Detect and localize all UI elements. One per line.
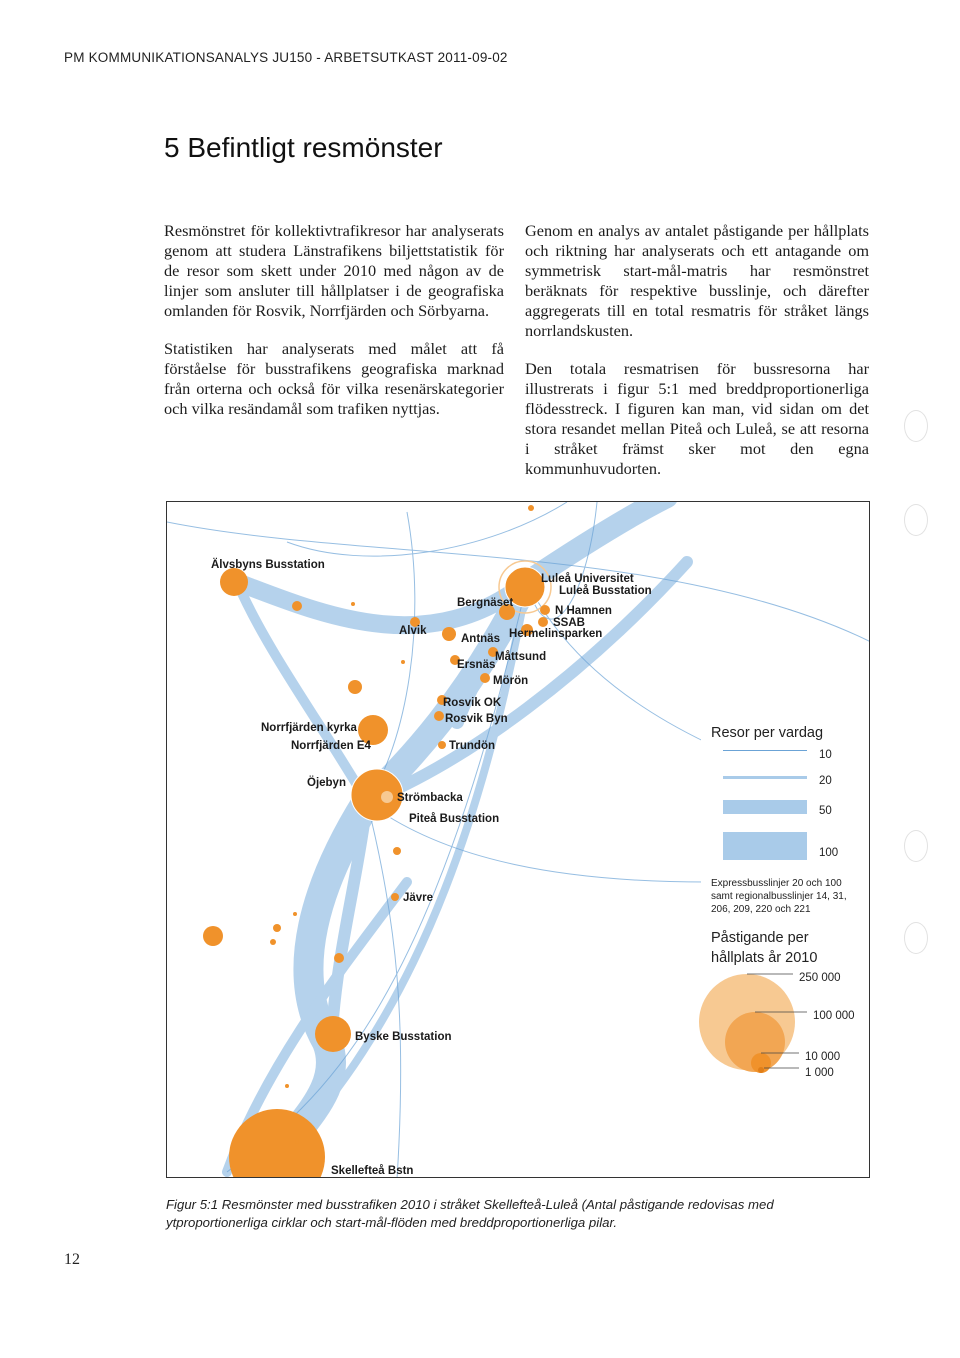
label-norrfjarden-kyrka: Norrfjärden kyrka [261,722,357,734]
label-lulea-univ: Luleå Universitet [541,573,634,585]
flow-lulea-east [527,502,667,582]
stop-n-hamnen [540,605,550,615]
stop-antnas [442,627,456,641]
legend-circle-title-2: hållplats år 2010 [711,950,818,966]
label-moron: Mörön [493,675,529,687]
stop-ssab [538,617,548,627]
label-pitea-bus: Piteå Busstation [409,813,500,825]
label-byske: Byske Busstation [355,1031,452,1043]
legend-flow-20 [723,776,807,779]
label-trundon: Trundön [449,740,495,752]
label-antnas: Antnäs [461,633,500,645]
label-norrfjarden-e4: Norrfjärden E4 [291,740,371,752]
label-ssab: SSAB [553,617,585,629]
legend-flow-10-label: 10 [819,749,832,761]
running-header: PM KOMMUNIKATIONSANALYS JU150 - ARBETSUTKAST 2011-09-02 [64,50,508,65]
legend-circle-1000 [758,1067,764,1073]
flow-map-figure [166,501,870,1178]
left-column [164,221,504,437]
stop-tiny [285,1084,289,1088]
legend-circle-250000-label: 250 000 [799,972,841,984]
label-strombacka: Strömbacka [397,792,463,804]
scan-artifact [904,922,928,954]
legend [699,702,870,1172]
stop-small [273,924,281,932]
section-title: 5 Befintligt resmönster [164,132,443,163]
stop-trundon [438,741,446,749]
legend-flow-50-label: 50 [819,805,832,817]
label-bergnaset: Bergnäset [457,597,514,609]
label-ersnas: Ersnäs [457,659,496,671]
legend-circle-100000-label: 100 000 [813,1010,855,1022]
paragraph-3: Genom en analys av antalet påstigande per hållplats och riktning har analyserats och ett antagande om symmetrisk start-mål-matris har resmönstret beräknats för respektive busslinje, och därefter aggregerats till en total resmatris för stråket längs norrlandskusten. [525,221,869,340]
stop-moron [480,673,490,683]
stop-byske [315,1016,351,1052]
label-rosvik-ok: Rosvik OK [443,697,502,709]
stop-tiny [293,912,297,916]
paragraph-1: Resmönstret för kollektivtrafikresor har analyserats genom att studera Länstrafikens biljettstatistik för de resor som skett under 2010 med någon av de linjer som ansluter till hållplatser i de geografiska omlanden för Rosvik, Norrfjärden och Sörbyarna. [164,221,504,320]
scan-artifact [904,504,928,536]
legend-note-2: samt regionalbusslinjer 14, 31, [711,891,847,902]
legend-note-3: 206, 209, 220 och 221 [711,904,811,915]
legend-note-1: Expressbusslinjer 20 och 100 [711,878,842,889]
label-mattsund: Måttsund [495,651,547,663]
stop-small [334,953,344,963]
legend-circle-title-1: Påstigande per [711,930,809,946]
label-hermelinsparken: Hermelinsparken [509,628,603,640]
legend-flow-100 [723,832,807,860]
scan-artifact [904,830,928,862]
legend-circle-10000-label: 10 000 [805,1051,841,1063]
stop-javre [391,893,399,901]
stop-small [348,680,362,694]
stop-small [292,601,302,611]
stop-tiny [295,1140,299,1144]
stop-pitea [351,769,403,821]
label-lulea-bus: Luleå Busstation [559,585,652,597]
legend-circle-1000-label: 1 000 [805,1067,834,1079]
stop-small [393,847,401,855]
page-number: 12 [64,1251,80,1268]
flow-map [167,502,870,1178]
stop-small [270,939,276,945]
label-javre: Jävre [403,892,434,904]
thin-flow [287,502,567,556]
stop-tiny [351,602,355,606]
stop-rosvik-byn [434,711,444,721]
label-rosvik-byn: Rosvik Byn [445,713,508,725]
stop-strombacka [381,791,393,803]
label-alvsbyn: Älvsbyns Busstation [211,559,325,571]
label-alvik: Alvik [399,625,427,637]
label-skelleftea: Skellefteå Bstn [331,1165,414,1177]
stop-small [203,926,223,946]
label-ojebyn: Öjebyn [307,777,346,789]
stop-tiny [528,505,534,511]
legend-flow-10 [723,750,807,751]
legend-flow-100-label: 100 [819,847,839,859]
stop-alvsbyn [220,568,248,596]
paragraph-2: Statistiken har analyserats med målet att få förståelse för busstrafikens geografiska marknad från orterna och också för vilka resenärskategorier och vilka resändamål som trafiken nyttjas. [164,339,504,418]
stop-tiny [401,660,405,664]
figure-caption: Figur 5:1 Resmönster med busstrafiken 2010 i stråket Skellefteå-Luleå (Antal påstigande redovisas med ytproportionerliga cirklar och start-mål-flöden med breddproportionerliga pilar. [166,1197,774,1230]
legend-flow-20-label: 20 [819,775,832,787]
label-n-hamnen: N Hamnen [555,605,612,617]
legend-flow-50 [723,800,807,814]
paragraph-4: Den totala resmatrisen för bussresorna har illustrerats i figur 5:1 med breddproportionerliga flödesstreck. I figuren kan man, vid sidan om det stora resandet mellan Piteå och Luleå, se att resorna i stråket främst sker mot den egna kommunhuvudorten. [525,359,869,478]
legend-flow-title: Resor per vardag [711,725,824,741]
scan-artifact [904,410,928,442]
right-column [525,221,869,497]
